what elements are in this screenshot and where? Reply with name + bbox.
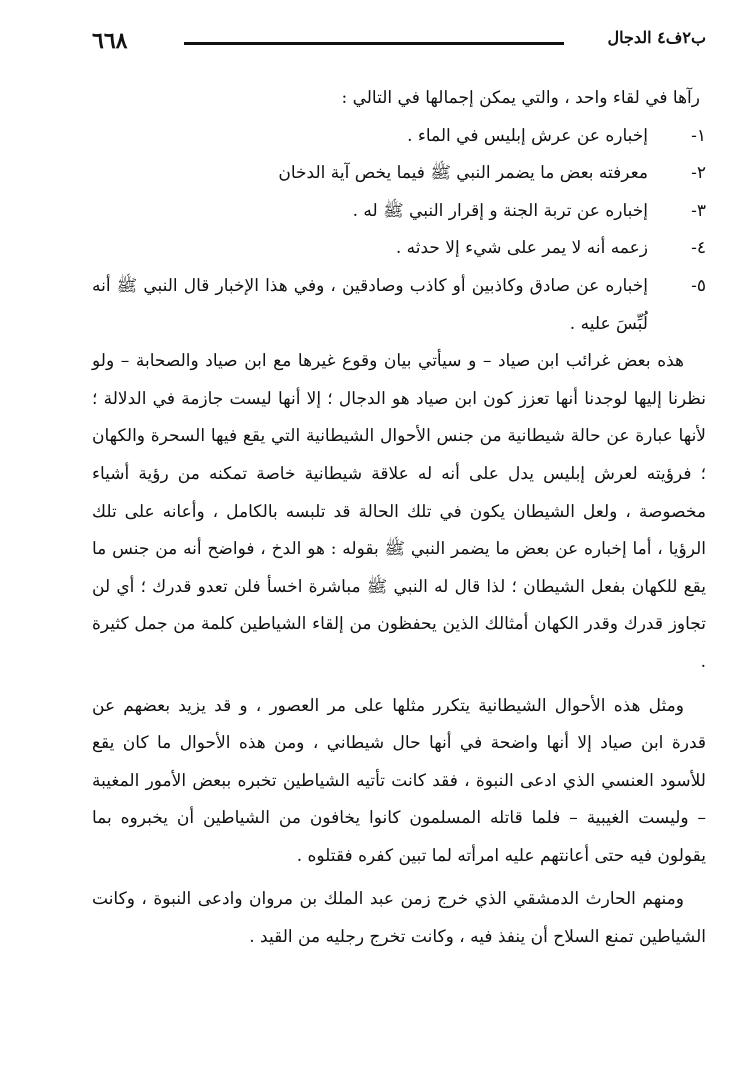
list-item-text: زعمه أنه لا يمر على شيء إلا حدثه . <box>395 238 648 259</box>
page-number: ٦٦٨ <box>92 28 128 54</box>
list-item <box>92 193 706 231</box>
list-item-text: معرفته بعض ما يضمر النبي ﷺ فيما يخص آية الدخان <box>278 163 648 184</box>
paragraph-harith: ومنهم الحارث الدمشقي الذي خرج زمن عبد الملك بن مروان وادعى النبوة ، وكانت الشياطين تمنع السلاح أن ينفذ فيه ، وكانت تخرج رجليه من القيد . <box>92 889 706 948</box>
list-item-number: ٣- <box>691 200 706 221</box>
paragraph-satanic-states: ومثل هذه الأحوال الشيطانية يتكرر مثلها على مر العصور ، و قد يزيد بعضهم عن قدرة ابن صياد إلا أنها واضحة في أنها حال شيطاني ، ومن هذه الأحوال ما كان يقع للأسود العنسي الذي ادعى النبوة ، فقد كانت تأتيه الشياطين تخبره ببعض الأمور المغيبة – وليست الغيبية – فلما قاتله المسلمون كانوا يخافون من الشياطين أن يخبروه بما يقولون فيه حتى أعانتهم عليه امرأته لما تبين كفره فقتلوه . <box>92 695 706 866</box>
list-item-text: إخباره عن عرش إبليس في الماء . <box>407 125 648 146</box>
list-item <box>92 118 706 156</box>
intro-line: رآها في لقاء واحد ، والتي يمكن إجمالها في التالي : <box>341 88 700 108</box>
page-header <box>92 28 706 60</box>
numbered-list <box>92 118 706 344</box>
list-item <box>92 230 706 268</box>
list-item-number: ٤- <box>691 238 706 259</box>
paragraph-ibn-sayyad: هذه بعض غرائب ابن صياد – و سيأتي بيان وقوع غيرها مع ابن صياد والصحابة – ولو نظرنا إليها لوجدنا أنها تعزز كون ابن صياد هو الدجال ؛ إلا أنها ليست جازمة في الدلالة ؛ لأنها عبارة عن حالة شيطانية من جنس الأحوال الشيطانية التي يقع فيها السحرة والكهان ؛ فرؤيته لعرش إبليس يدل على أنه له علاقة شيطانية خاصة تمكنه من رؤية أشياء مخصوصة ، ولعل الشيطان يكون في تلك الحالة قد تلبسه بالكامل ، وأعانه على تلك الرؤيا ، أما إخباره عن بعض ما يضمر النبي ﷺ بقوله : هو الدخ ، فواضح أنه من جنس ما يقع للكهان بفعل الشيطان ؛ لذا قال له النبي ﷺ مباشرة اخسأ فلن تعدو قدرك ؛ أي لن تجاوز قدرك وقدر الكهان أمثالك الذين يحفظون من إلقاء الشياطين كلمة من جمل كثيرة . <box>92 351 706 672</box>
list-item-number: ٢- <box>691 163 706 184</box>
header-rule <box>184 42 564 45</box>
list-item-number: ١- <box>691 125 706 146</box>
list-item <box>92 155 706 193</box>
list-item-number: ٥- <box>691 275 706 296</box>
list-item-text: إخباره عن تربة الجنة و إقرار النبي ﷺ له . <box>352 200 648 221</box>
running-title: ب٢ف٤ الدجال <box>607 28 706 47</box>
list-item-text: إخباره عن صادق وكاذبين أو كاذب وصادقين ، وفي هذا الإخبار قال النبي ﷺ أنه لُبِّسَ عليه . <box>92 275 648 334</box>
page-body <box>92 80 706 957</box>
list-item <box>92 268 706 343</box>
